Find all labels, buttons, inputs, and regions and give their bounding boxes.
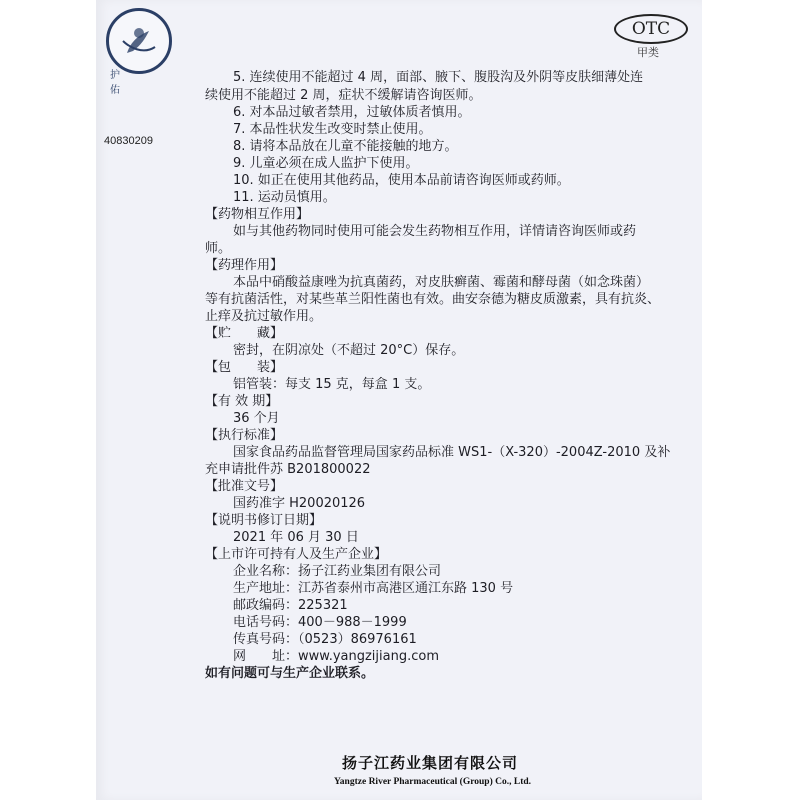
- section-heading-storage: 【贮 藏】: [205, 326, 284, 341]
- precaution-line: 10. 如正在使用其他药品，使用本品前请咨询医师或药师。: [233, 173, 570, 188]
- section-heading-approval: 【批准文号】: [205, 479, 284, 494]
- company-website: 网 址：www.yangzijiang.com: [233, 649, 440, 664]
- interactions-text: 如与其他药物同时使用可能会发生药物相互作用，详情请咨询医师或药: [233, 224, 637, 239]
- footer-company-name-cn: 扬子江药业集团有限公司: [342, 754, 519, 772]
- precaution-line: 5. 连续使用不能超过 4 周，面部、腋下、腹股沟及外阴等皮肤细薄处连: [233, 70, 644, 85]
- pharmacology-text: 等有抗菌活性，对某些革兰阳性菌也有效。曲安奈德为糖皮质激素，具有抗炎、: [205, 292, 661, 307]
- contact-note: 如有问题可与生产企业联系。: [205, 666, 375, 681]
- precaution-line: 8. 请将本品放在儿童不能接触的地方。: [233, 139, 458, 154]
- precaution-line: 9. 儿童必须在成人监护下使用。: [233, 156, 419, 171]
- packaging-text: 铝管装：每支 15 克，每盒 1 支。: [233, 377, 431, 392]
- standard-text: 国家食品药品监督管理局国家药品标准 WS1-（X-320）-2004Z-2010 及补: [233, 445, 671, 460]
- brand-logo: [102, 4, 182, 96]
- section-heading-company: 【上市许可持有人及生产企业】: [205, 547, 388, 562]
- section-heading-validity: 【有 效 期】: [205, 394, 279, 409]
- company-phone: 电话号码：400－988－1999: [233, 615, 407, 630]
- revision-date: 2021 年 06 月 30 日: [233, 530, 359, 545]
- precaution-line: 6. 对本品过敏者禁用，过敏体质者慎用。: [233, 105, 471, 120]
- batch-code: 40830209: [104, 135, 153, 147]
- precaution-line: 7. 本品性状发生改变时禁止使用。: [233, 122, 432, 137]
- precaution-line: 续使用不能超过 2 周，症状不缓解请咨询医师。: [205, 88, 482, 103]
- interactions-text: 师。: [205, 241, 232, 256]
- section-heading-pharmacology: 【药理作用】: [205, 258, 284, 273]
- logo-caption: 护 佑: [110, 70, 138, 96]
- logo-emblem-icon: [106, 8, 172, 74]
- company-name: 企业名称：扬子江药业集团有限公司: [233, 564, 442, 579]
- section-heading-standard: 【执行标准】: [205, 428, 284, 443]
- storage-text: 密封，在阴凉处（不超过 20°C）保存。: [233, 343, 465, 358]
- footer-company-name-en: Yangtze River Pharmaceutical (Group) Co., Ltd.: [334, 777, 532, 787]
- company-postcode: 邮政编码：225321: [233, 598, 348, 613]
- section-heading-revision: 【说明书修订日期】: [205, 513, 323, 528]
- section-heading-packaging: 【包 装】: [205, 360, 284, 375]
- pharmacology-text: 本品中硝酸益康唑为抗真菌药，对皮肤癣菌、霉菌和酵母菌（如念珠菌）: [233, 275, 650, 290]
- precaution-line: 11. 运动员慎用。: [233, 190, 336, 205]
- company-fax: 传真号码：（0523）86976161: [233, 632, 417, 647]
- pharmacology-text: 止痒及抗过敏作用。: [205, 309, 323, 324]
- validity-text: 36 个月: [233, 411, 280, 426]
- approval-number: 国药准字 H20020126: [233, 496, 366, 511]
- otc-badge: OTC: [614, 14, 688, 44]
- otc-class-label: 甲类: [637, 46, 659, 59]
- company-address: 生产地址：江苏省泰州市高港区通江东路 130 号: [233, 581, 514, 596]
- section-heading-interactions: 【药物相互作用】: [205, 207, 310, 222]
- standard-text: 充申请批件苏 B201800022: [205, 462, 371, 477]
